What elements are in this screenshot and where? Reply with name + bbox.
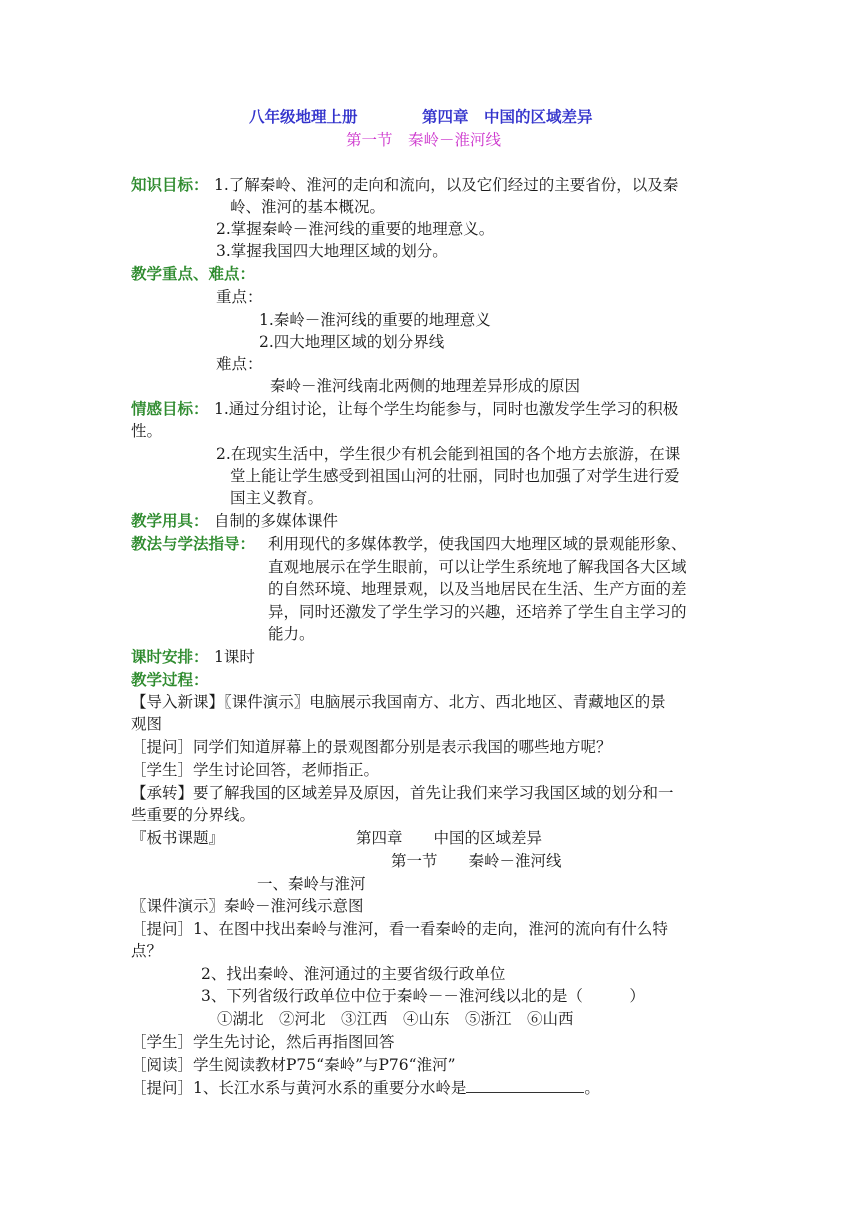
- question-3: [131, 1078, 600, 1098]
- key-points-label: 教学重点、难点：: [131, 264, 256, 283]
- focus-label: 重点：: [216, 288, 263, 306]
- question-3-text: ［提问］1、长江水系与黄河水系的重要分水岭是: [131, 1079, 467, 1097]
- answer-blank: [466, 1078, 584, 1093]
- focus-item-1: 1.秦岭－淮河线的重要的地理意义: [259, 311, 491, 329]
- emotion-goal-2-cont: 堂上能让学生感受到祖国山河的壮丽，同时也加强了对学生进行爱: [230, 467, 680, 485]
- transition-line-1: 【承转】要了解我国的区域差异及原因，首先让我们来学习我国区域的划分和一: [131, 784, 674, 802]
- transition-line-2: 些重要的分界线。: [131, 806, 256, 824]
- knowledge-goal-3: 3.掌握我国四大地理区域的划分。: [216, 242, 448, 260]
- board-chapter: 第四章 中国的区域差异: [356, 829, 543, 847]
- methods-line-1: 利用现代的多媒体教学，使我国四大地理区域的景观能形象、: [268, 535, 687, 553]
- chapter-title: 第四章 中国的区域差异: [422, 107, 593, 126]
- methods-line-2: 直观地展示在学生眼前，可以让学生系统地了解我国各大区域: [268, 558, 687, 576]
- reading: ［阅读］学生阅读教材P75“秦岭”与P76“淮河”: [131, 1056, 456, 1074]
- knowledge-goal-1-cont: 岭、淮河的基本概况。: [230, 198, 386, 216]
- knowledge-goals-label: 知识目标：: [131, 175, 209, 194]
- focus-item-2: 2.四大地理区域的划分界线: [259, 333, 445, 351]
- methods-line-5: 能力。: [268, 625, 315, 643]
- intro-line-2: 观图: [131, 715, 163, 733]
- tools-label: 教学用具：: [131, 511, 209, 530]
- intro-line-1: 【导入新课】〖课件演示〗电脑展示我国南方、北方、西北地区、青藏地区的景: [131, 693, 666, 711]
- emotion-goal-2-cont2: 国主义教育。: [230, 489, 324, 507]
- question-2: ［提问］1、在图中找出秦岭与淮河，看一看秦岭的走向，淮河的流向有什么特: [131, 920, 668, 938]
- methods-label: 教法与学法指导：: [131, 534, 256, 553]
- methods-line-4: 异，同时还激发了学生学习的兴趣，还培养了学生自主学习的: [268, 603, 687, 621]
- knowledge-goal-1: 1.了解秦岭、淮河的走向和流向，以及它们经过的主要省份，以及秦: [214, 176, 679, 194]
- schedule-text: 1课时: [214, 648, 255, 666]
- student-2: ［学生］学生先讨论，然后再指图回答: [131, 1033, 395, 1051]
- tools-text: 自制的多媒体课件: [214, 512, 339, 530]
- difficulty-label: 难点：: [216, 355, 263, 373]
- schedule-label: 课时安排：: [131, 647, 209, 666]
- student-1: ［学生］学生讨论回答，老师指正。: [131, 761, 380, 779]
- emotion-goals-label: 情感目标：: [131, 399, 209, 418]
- question-2-item-3: 3、下列省级行政单位中位于秦岭－－淮河线以北的是（ ）: [201, 987, 645, 1005]
- options-line: ①湖北 ②河北 ③江西 ④山东 ⑤浙江 ⑥山西: [217, 1010, 574, 1028]
- question-2-cont: 点？: [131, 942, 163, 960]
- book-title: 八年级地理上册: [249, 107, 358, 126]
- process-label: 教学过程：: [131, 670, 209, 689]
- emotion-goal-1-cont: 性。: [131, 422, 163, 440]
- emotion-goal-1: 1.通过分组讨论，让每个学生均能参与，同时也激发学生学习的积极: [214, 400, 679, 418]
- question-1: ［提问］同学们知道屏幕上的景观图都分别是表示我国的哪些地方呢？: [131, 738, 612, 756]
- section-title: 第一节 秦岭－淮河线: [346, 131, 502, 149]
- board-section: 第一节 秦岭－淮河线: [391, 852, 562, 870]
- board-label: 『板书课题』: [131, 829, 225, 847]
- courseware-demo: 〖课件演示〗秦岭－淮河线示意图: [131, 897, 364, 915]
- emotion-goal-2: 2.在现实生活中，学生很少有机会能到祖国的各个地方去旅游，在课: [216, 445, 681, 463]
- question-3-end: 。: [584, 1079, 600, 1097]
- question-2-item-2: 2、找出秦岭、淮河通过的主要省级行政单位: [201, 965, 506, 983]
- methods-line-3: 的自然环境、地理景观，以及当地居民在生活、生产方面的差: [268, 580, 687, 598]
- knowledge-goal-2: 2.掌握秦岭－淮河线的重要的地理意义。: [216, 220, 495, 238]
- subheading: 一、秦岭与淮河: [257, 875, 366, 893]
- difficulty-item: 秦岭－淮河线南北两侧的地理差异形成的原因: [270, 377, 581, 395]
